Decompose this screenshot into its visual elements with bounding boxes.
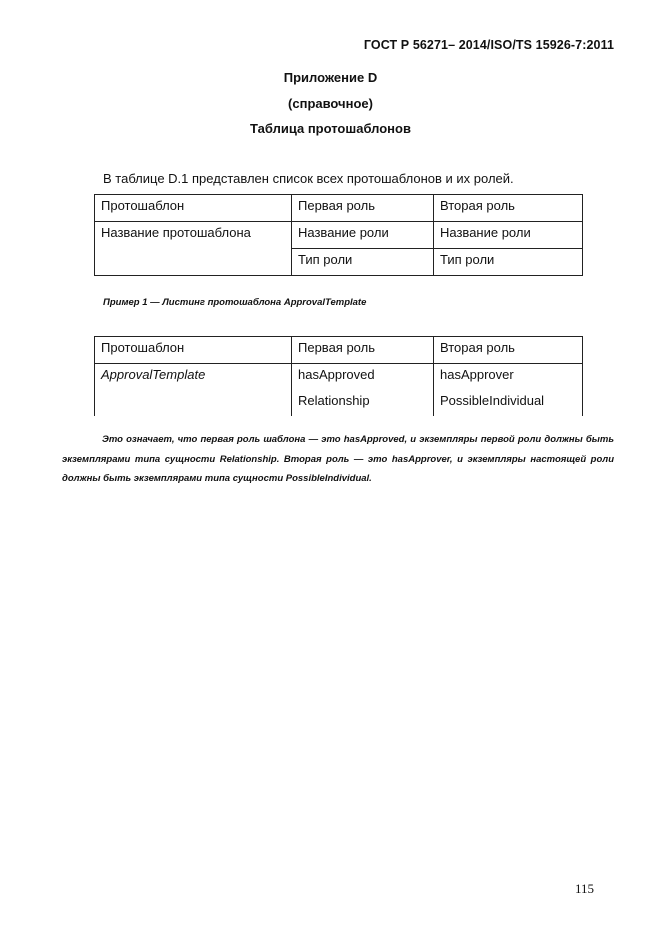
header-cell-second-role: Вторая роль bbox=[434, 195, 583, 222]
header-cell-second-role: Вторая роль bbox=[434, 337, 583, 364]
cell-has-approver: hasApprover bbox=[434, 364, 583, 391]
header-cell-first-role: Первая роль bbox=[292, 195, 434, 222]
explanation-note bbox=[62, 430, 614, 489]
appendix-title: Приложение D bbox=[283, 70, 378, 85]
header-cell-first-role: Первая роль bbox=[292, 337, 434, 364]
cell-relationship: Relationship bbox=[292, 390, 434, 416]
prototemplate-table bbox=[94, 194, 583, 276]
cell-prototemplate-name: Название протошаблона bbox=[95, 222, 292, 276]
cell-second-role-type: Тип роли bbox=[434, 249, 583, 276]
cell-has-approved: hasApproved bbox=[292, 364, 434, 391]
header-cell-prototemplate: Протошаблон bbox=[95, 195, 292, 222]
appendix-subtitle: Таблица протошаблонов bbox=[250, 121, 411, 136]
intro-paragraph: В таблице D.1 представлен список всех протошаблонов и их ролей. bbox=[103, 171, 514, 186]
table-header-row bbox=[95, 337, 583, 364]
standard-code-header: ГОСТ Р 56271– 2014/ISO/TS 15926-7:2011 bbox=[363, 38, 614, 52]
approval-template-table bbox=[94, 336, 583, 416]
cell-first-role-name: Название роли bbox=[292, 222, 434, 249]
table-row bbox=[95, 364, 583, 391]
cell-first-role-type: Тип роли bbox=[292, 249, 434, 276]
cell-approval-template: ApprovalTemplate bbox=[95, 364, 292, 417]
explanation-paragraph: Это означает, что первая роль шаблона — это hasApproved, и экземпляры первой роли должны быть экземплярами типа сущности Relationship. Вторая роль — это hasApprover, и экземпляры настоящей роли должны быть экземплярами типа сущности PossibleIndividual. bbox=[62, 434, 614, 484]
appendix-status: (справочное) bbox=[288, 96, 373, 111]
cell-possible-individual: PossibleIndividual bbox=[434, 390, 583, 416]
table-row bbox=[95, 222, 583, 249]
header-cell-prototemplate: Протошаблон bbox=[95, 337, 292, 364]
example-caption: Пример 1 — Листинг протошаблона ApprovalTemplate bbox=[103, 297, 367, 308]
page-number: 115 bbox=[574, 881, 594, 896]
table-header-row bbox=[95, 195, 583, 222]
cell-second-role-name: Название роли bbox=[434, 222, 583, 249]
